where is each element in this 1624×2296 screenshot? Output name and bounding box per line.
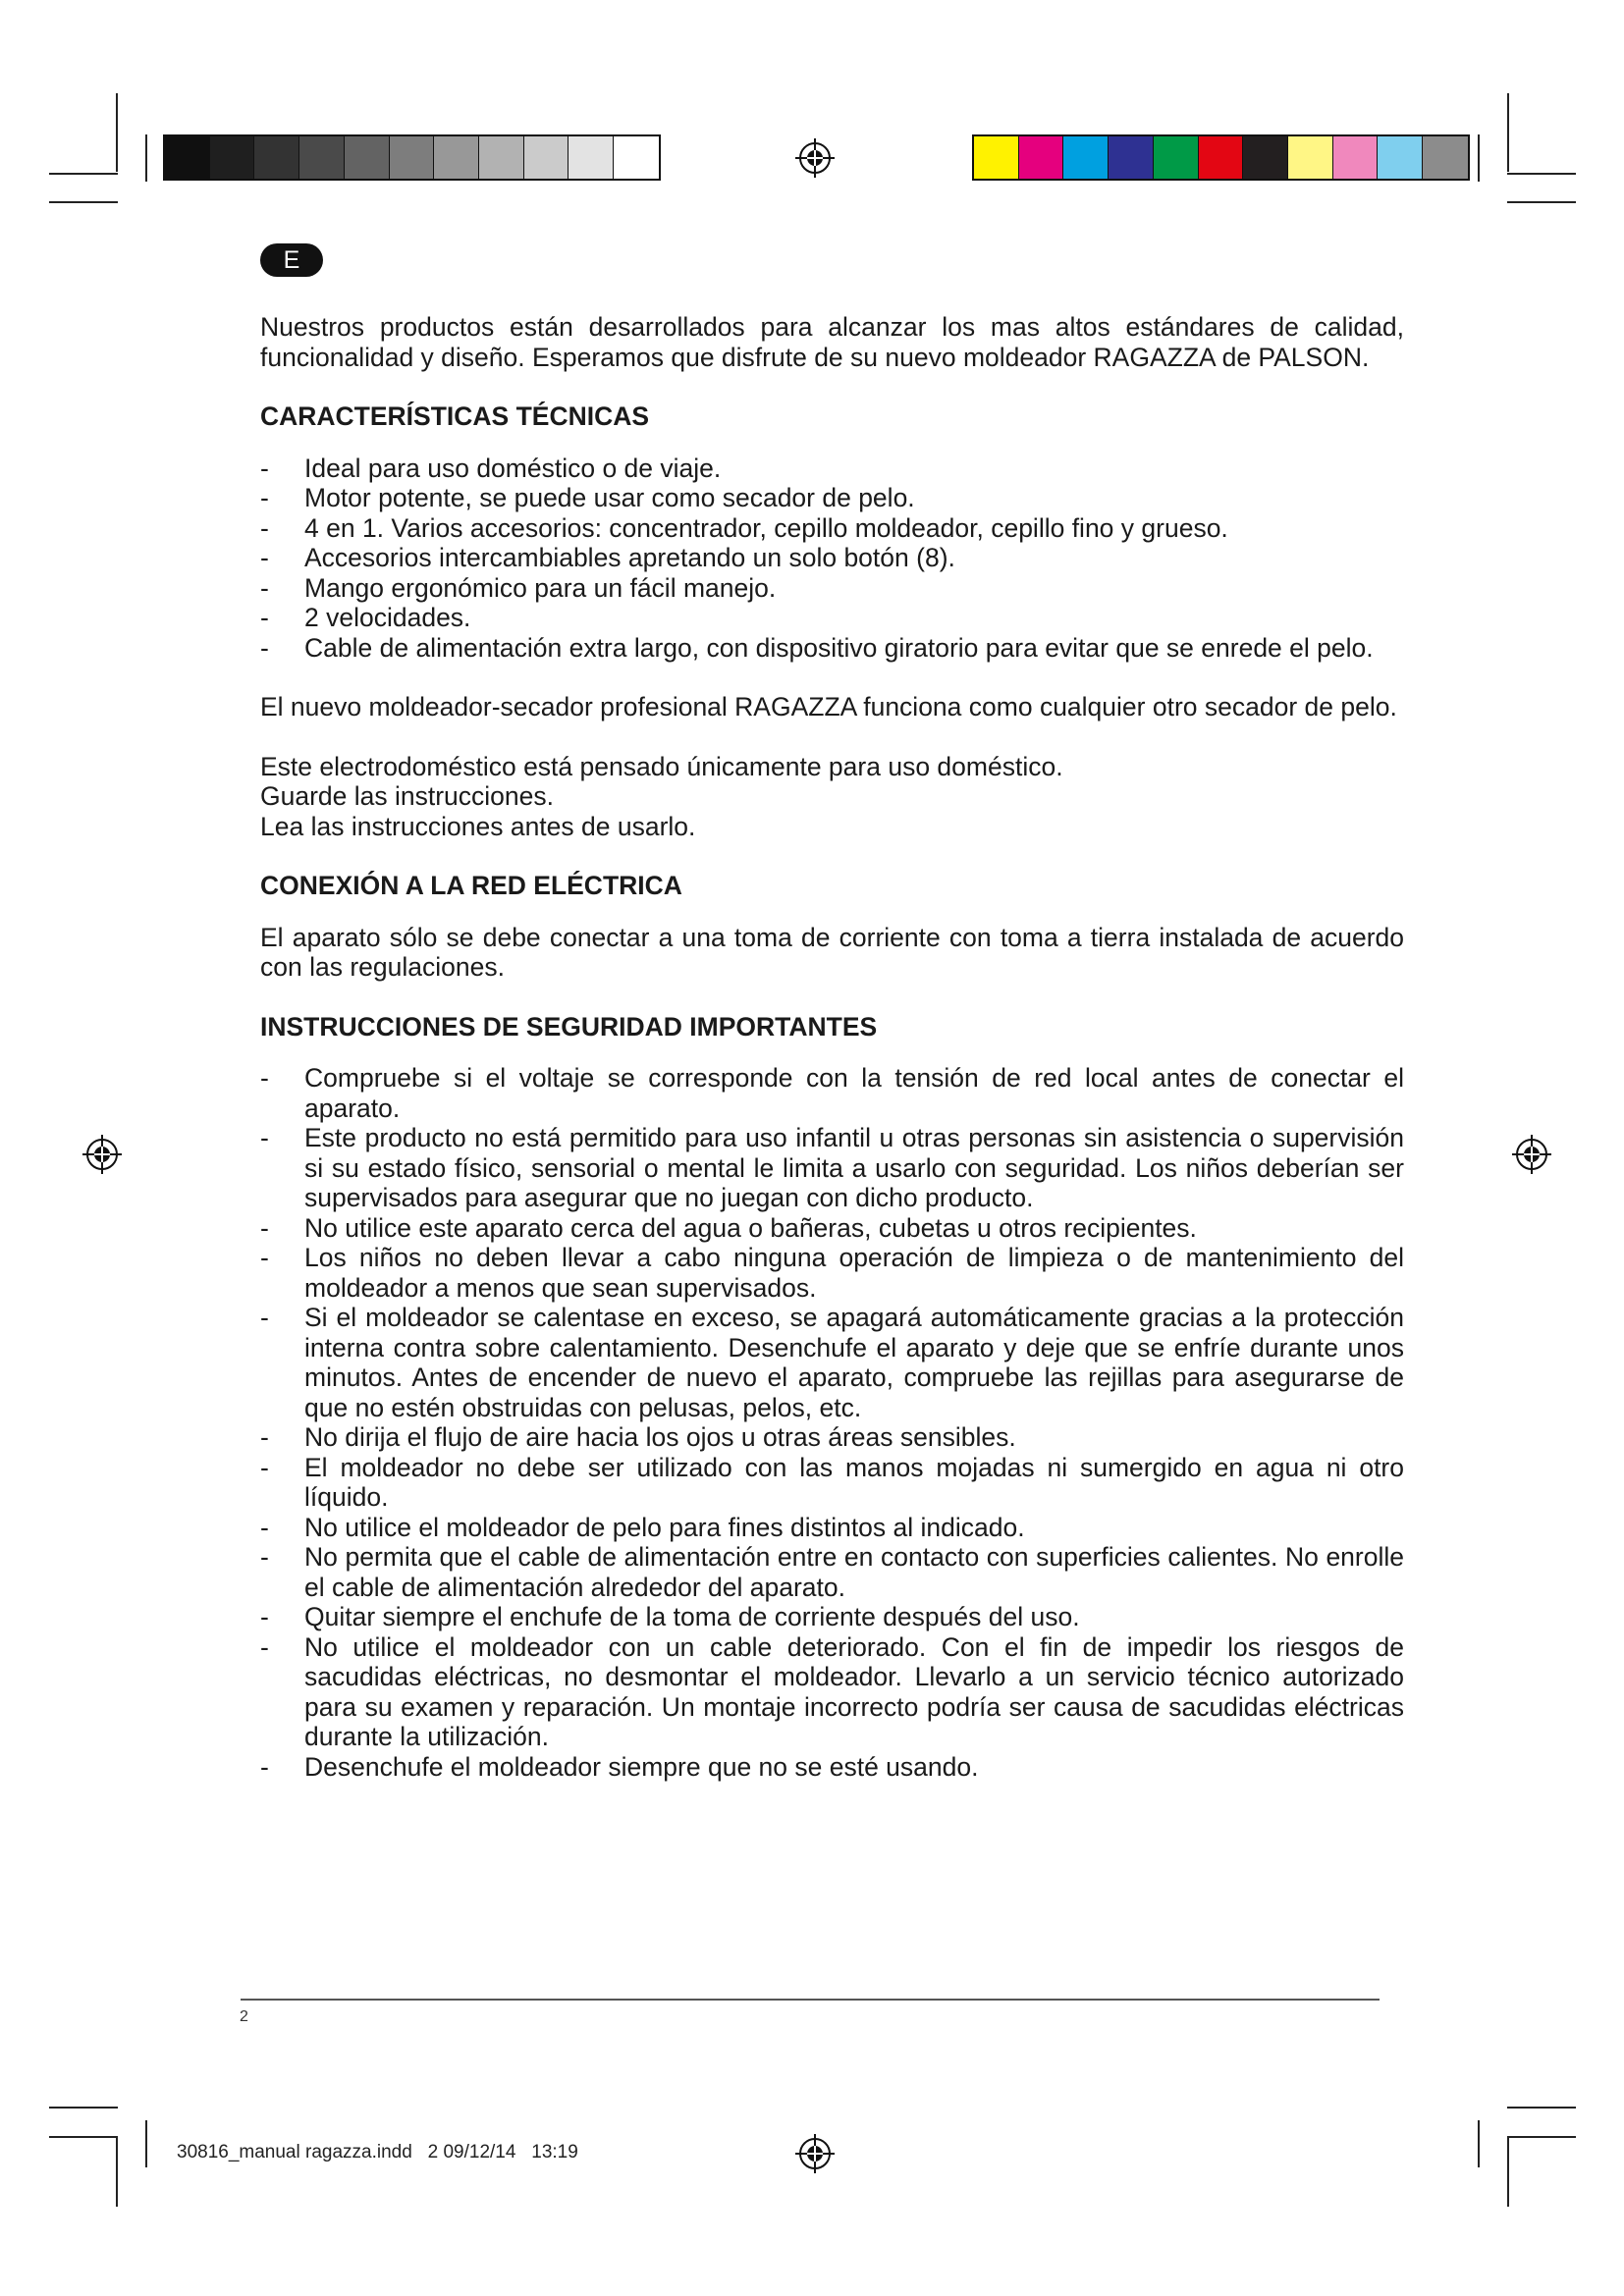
safety-item: - Desenchufe el moldeador siempre que no se esté usando. xyxy=(260,1752,1404,1783)
safety-item: - No utilice el moldeador de pelo para fines distintos al indicado. xyxy=(260,1513,1404,1543)
gray-swatch xyxy=(299,136,345,179)
note-line: Este electrodoméstico está pensado únicamente para uso doméstico. xyxy=(260,751,1063,781)
safety-item: - No utilice este aparato cerca del agua o bañeras, cubetas u otros recipientes. xyxy=(260,1213,1404,1244)
color-swatch xyxy=(1243,136,1288,179)
feature-item: - 2 velocidades. xyxy=(260,603,1404,633)
gray-swatch xyxy=(614,136,659,179)
section-heading-safety: INSTRUCCIONES DE SEGURIDAD IMPORTANTES xyxy=(260,1011,878,1041)
intro-paragraph: Nuestros productos están desarrollados para alcanzar los mas altos estándares de calidad, funcionalidad y diseño. Esperamos que disfrute de su nuevo moldeador RAGAZZA de PALSON. xyxy=(260,312,1404,372)
language-badge: E xyxy=(260,243,323,277)
feature-item: - 4 en 1. Varios accesorios: concentrador, cepillo moldeador, cepillo fino y grueso. xyxy=(260,513,1404,544)
safety-item: - Los niños no deben llevar a cabo ninguna operación de limpieza o de mantenimiento del moldeador a menos que sean supervisados. xyxy=(260,1243,1404,1303)
process-color-bar xyxy=(972,134,1470,181)
gray-swatch xyxy=(254,136,299,179)
technical-features-list xyxy=(260,454,1404,664)
manual-content xyxy=(260,312,1404,1782)
gray-swatch xyxy=(524,136,569,179)
note-line: Lea las instrucciones antes de usarlo. xyxy=(260,811,696,841)
color-swatch xyxy=(1154,136,1199,179)
registration-mark-icon xyxy=(793,136,837,180)
connection-paragraph: El aparato sólo se debe conectar a una toma de corriente con toma a tierra instalada de acuerdo con las regulaciones. xyxy=(260,922,1404,982)
color-swatch xyxy=(974,136,1019,179)
color-swatch xyxy=(1288,136,1333,179)
gray-swatch xyxy=(165,136,210,179)
feature-item: - Cable de alimentación extra largo, con dispositivo giratorio para evitar que se enrede el pelo. xyxy=(260,633,1404,664)
feature-item: - Ideal para uso doméstico o de viaje. xyxy=(260,454,1404,484)
feature-item: - Motor potente, se puede usar como secador de pelo. xyxy=(260,483,1404,513)
grayscale-color-bar xyxy=(163,134,661,181)
safety-item: - Quitar siempre el enchufe de la toma de corriente después del uso. xyxy=(260,1602,1404,1632)
gray-swatch xyxy=(390,136,435,179)
safety-item: - Si el moldeador se calentase en exceso, se apagará automáticamente gracias a la protección interna contra sobre calentamiento. Desenchufe el aparato y deje que se enfríe durante unos minutos. Antes de encender de nuevo el aparato, compruebe las rejillas para asegurarse de que no estén obstruidas con pelusas, pelos, etc. xyxy=(260,1303,1404,1422)
gray-swatch xyxy=(568,136,614,179)
safety-item: - No utilice el moldeador con un cable deteriorado. Con el fin de impedir los riesgos de sacudidas eléctricas, no desmontar el moldeador. Llevarlo a un servicio técnico autorizado para su examen y reparación. Un montaje incorrecto podría ser causa de sacudidas eléctricas durante la utilización. xyxy=(260,1632,1404,1752)
footer-rule xyxy=(241,1999,1380,2001)
color-swatch xyxy=(1063,136,1109,179)
color-swatch xyxy=(1378,136,1423,179)
safety-item: - No permita que el cable de alimentación entre en contacto con superficies calientes. No enrolle el cable de alimentación alrededor del aparato. xyxy=(260,1542,1404,1602)
color-swatch xyxy=(1109,136,1154,179)
print-slug: 30816_manual ragazza.indd 2 09/12/14 13:19 xyxy=(177,2142,578,2163)
page-number: 2 xyxy=(240,2008,248,2025)
safety-item: - Este producto no está permitido para uso infantil u otras personas sin asistencia o supervisión si su estado físico, sensorial o mental le limita a usarlo con seguridad. Los niños deberían ser supervisados para asegurar que no juegan con dicho producto. xyxy=(260,1123,1404,1213)
gray-swatch xyxy=(434,136,479,179)
note-line: Guarde las instrucciones. xyxy=(260,781,555,811)
gray-swatch xyxy=(479,136,524,179)
gray-swatch xyxy=(345,136,390,179)
section-heading-connection: CONEXIÓN A LA RED ELÉCTRICA xyxy=(260,871,682,900)
color-swatch xyxy=(1333,136,1379,179)
gray-swatch xyxy=(210,136,255,179)
color-swatch xyxy=(1423,136,1468,179)
registration-mark-icon xyxy=(81,1133,124,1176)
color-swatch xyxy=(1019,136,1064,179)
feature-item: - Accesorios intercambiables apretando un solo botón (8). xyxy=(260,543,1404,573)
registration-mark-icon xyxy=(1510,1133,1553,1176)
registration-mark-icon xyxy=(793,2132,837,2175)
safety-instructions-list xyxy=(260,1063,1404,1782)
color-swatch xyxy=(1199,136,1244,179)
safety-item: - No dirija el flujo de aire hacia los ojos u otras áreas sensibles. xyxy=(260,1422,1404,1453)
safety-item: - El moldeador no debe ser utilizado con las manos mojadas ni sumergido en agua ni otro líquido. xyxy=(260,1453,1404,1513)
safety-item: - Compruebe si el voltaje se corresponde con la tensión de red local antes de conectar el aparato. xyxy=(260,1063,1404,1123)
feature-item: - Mango ergonómico para un fácil manejo. xyxy=(260,573,1404,604)
section-heading-technical: CARACTERÍSTICAS TÉCNICAS xyxy=(260,401,650,431)
dryer-paragraph: El nuevo moldeador-secador profesional RAGAZZA funciona como cualquier otro secador de pelo. xyxy=(260,692,1397,721)
